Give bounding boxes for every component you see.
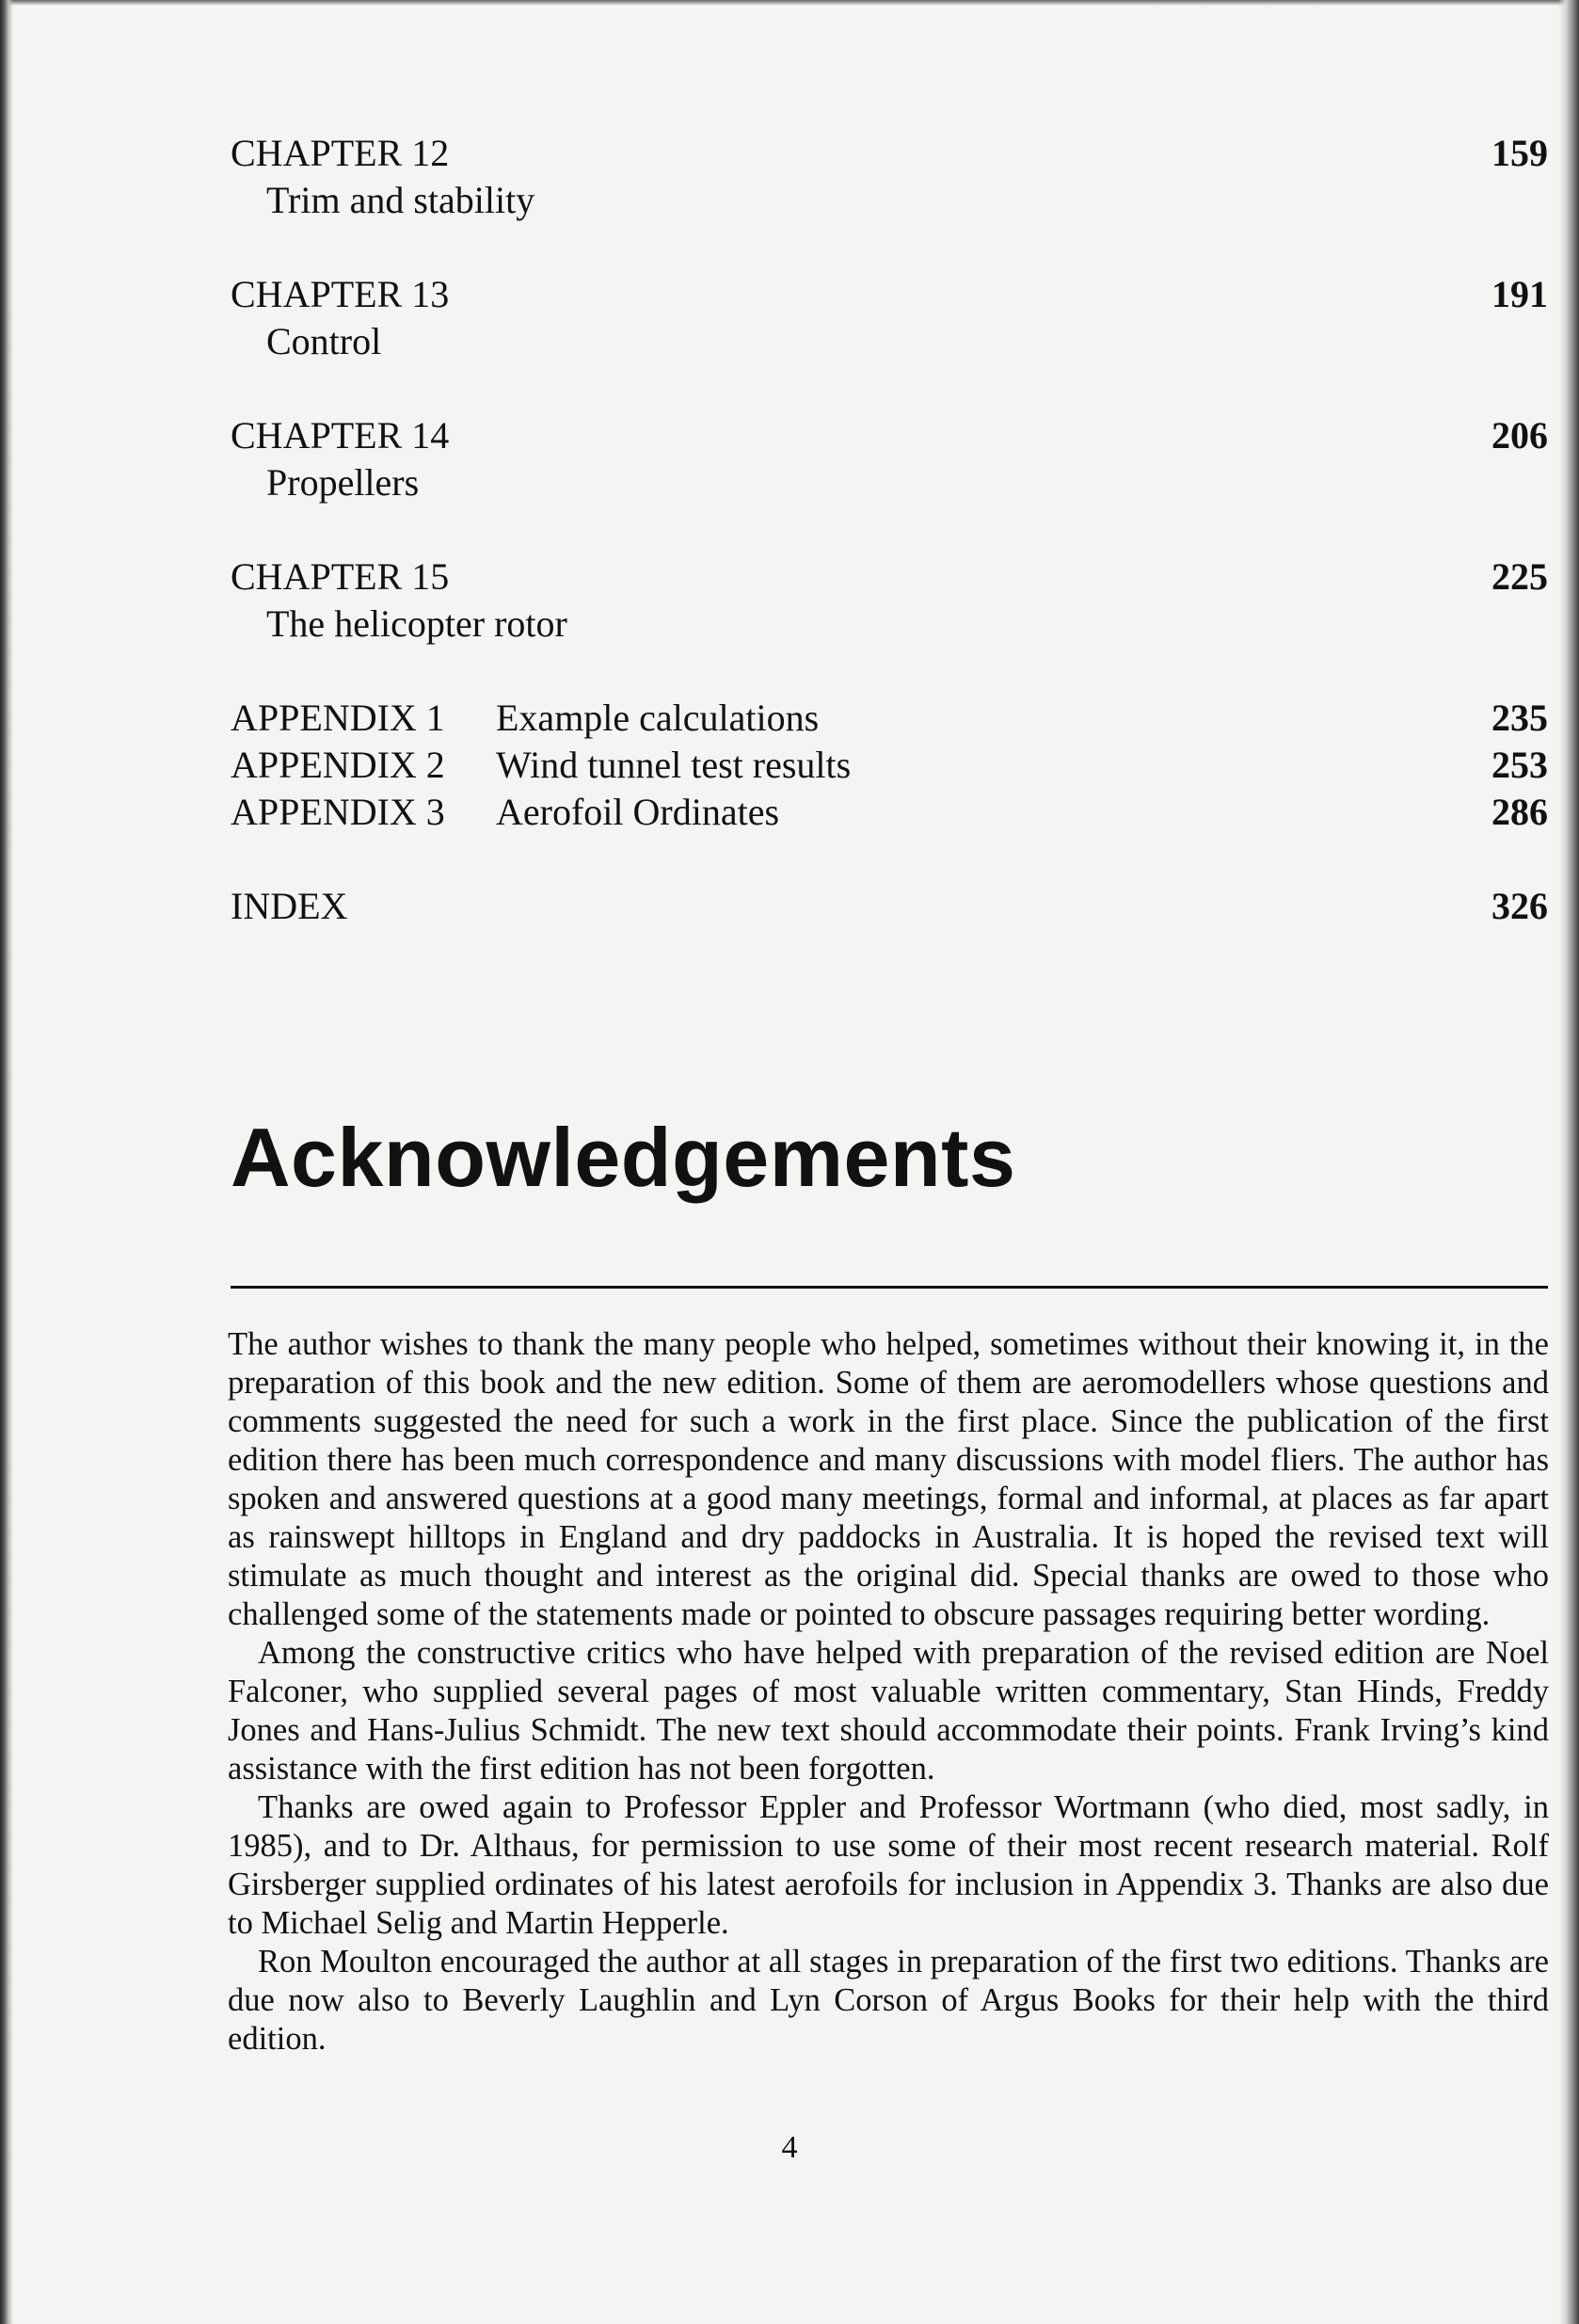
- appendix-title: Aerofoil Ordinates: [496, 791, 780, 833]
- chapter-title: Control: [266, 320, 382, 362]
- appendix-title: Wind tunnel test results: [496, 744, 852, 786]
- acknowledgements-body: [228, 1325, 1549, 2059]
- acknowledgements-paragraph-4: Ron Moulton encouraged the author at all stages in preparation of the first two editions. Thanks are due now also to Beverly Laughlin and Lyn Corson of Argus Books for their help with the third edition.: [228, 1944, 1549, 2057]
- chapter-page-number: 159: [1491, 132, 1548, 174]
- heading-rule: [231, 1286, 1548, 1289]
- chapter-page-number: 225: [1491, 555, 1548, 598]
- toc-entry-chapter-14: [231, 414, 1548, 555]
- chapter-label: CHAPTER 14: [231, 414, 450, 457]
- page-number: 4: [781, 2130, 798, 2165]
- scan-edge-right: [1558, 0, 1579, 2324]
- toc-entry-index: [231, 885, 1548, 932]
- toc-entry-appendix-3: [231, 791, 1548, 838]
- chapter-title: The helicopter rotor: [266, 602, 567, 645]
- toc-entry-appendix-2: [231, 744, 1548, 791]
- appendix-label: APPENDIX 3: [231, 791, 445, 833]
- scan-edge-top: [0, 0, 1579, 6]
- chapter-title: Propellers: [266, 461, 420, 504]
- index-page-number: 326: [1491, 885, 1548, 927]
- appendix-page-number: 235: [1491, 697, 1548, 739]
- appendix-label: APPENDIX 2: [231, 744, 445, 786]
- table-of-contents: [231, 132, 1548, 932]
- appendix-page-number: 253: [1491, 744, 1548, 786]
- appendix-title: Example calculations: [496, 697, 820, 739]
- chapter-label: CHAPTER 12: [231, 132, 450, 174]
- acknowledgements-paragraph-1: The author wishes to thank the many people who helped, sometimes without their knowing it, in the preparation of this book and the new edition. Some of them are aeromodellers whose questions and comments suggested the need for such a work in the first place. Since the publication of the first edition there has been much correspondence and many discussions with model fliers. The author has spoken and answered questions at a good many meetings, formal and informal, at places as far apart as rainswept hilltops in England and dry paddocks in Australia. It is hoped the revised text will stimulate as much thought and interest as the original did. Special thanks are owed to those who challenged some of the statements made or pointed to obscure passages requiring better wording.: [228, 1326, 1549, 1632]
- scan-edge-left: [0, 0, 13, 2324]
- chapter-label: CHAPTER 13: [231, 273, 450, 315]
- appendix-label: APPENDIX 1: [231, 697, 445, 739]
- acknowledgements-heading: Acknowledgements: [231, 1111, 1016, 1204]
- index-label: INDEX: [231, 885, 348, 927]
- appendix-page-number: 286: [1491, 791, 1548, 833]
- chapter-label: CHAPTER 15: [231, 555, 450, 598]
- toc-entry-appendix-1: [231, 697, 1548, 744]
- toc-entry-chapter-15: [231, 555, 1548, 697]
- acknowledgements-paragraph-3: Thanks are owed again to Professor Eppler and Professor Wortmann (who died, most sadly, in 1985), and to Dr. Althaus, for permission to use some of their most recent research material. Rolf Girsberger supplied ordinates of his latest aerofoils for inclusion in Appendix 3. Thanks are also due to Michael Selig and Martin Hepperle.: [228, 1789, 1549, 1941]
- chapter-page-number: 191: [1491, 273, 1548, 315]
- toc-entry-chapter-13: [231, 273, 1548, 414]
- chapter-title: Trim and stability: [266, 179, 535, 221]
- acknowledgements-paragraph-2: Among the constructive critics who have helped with preparation of the revised edition are Noel Falconer, who supplied several pages of most valuable written commentary, Stan Hinds, Freddy Jones and Hans-Julius Schmidt. The new text should accommodate their points. Frank Irving’s kind assistance with the first edition has not been forgotten.: [228, 1635, 1549, 1787]
- chapter-page-number: 206: [1491, 414, 1548, 457]
- toc-entry-chapter-12: [231, 132, 1548, 273]
